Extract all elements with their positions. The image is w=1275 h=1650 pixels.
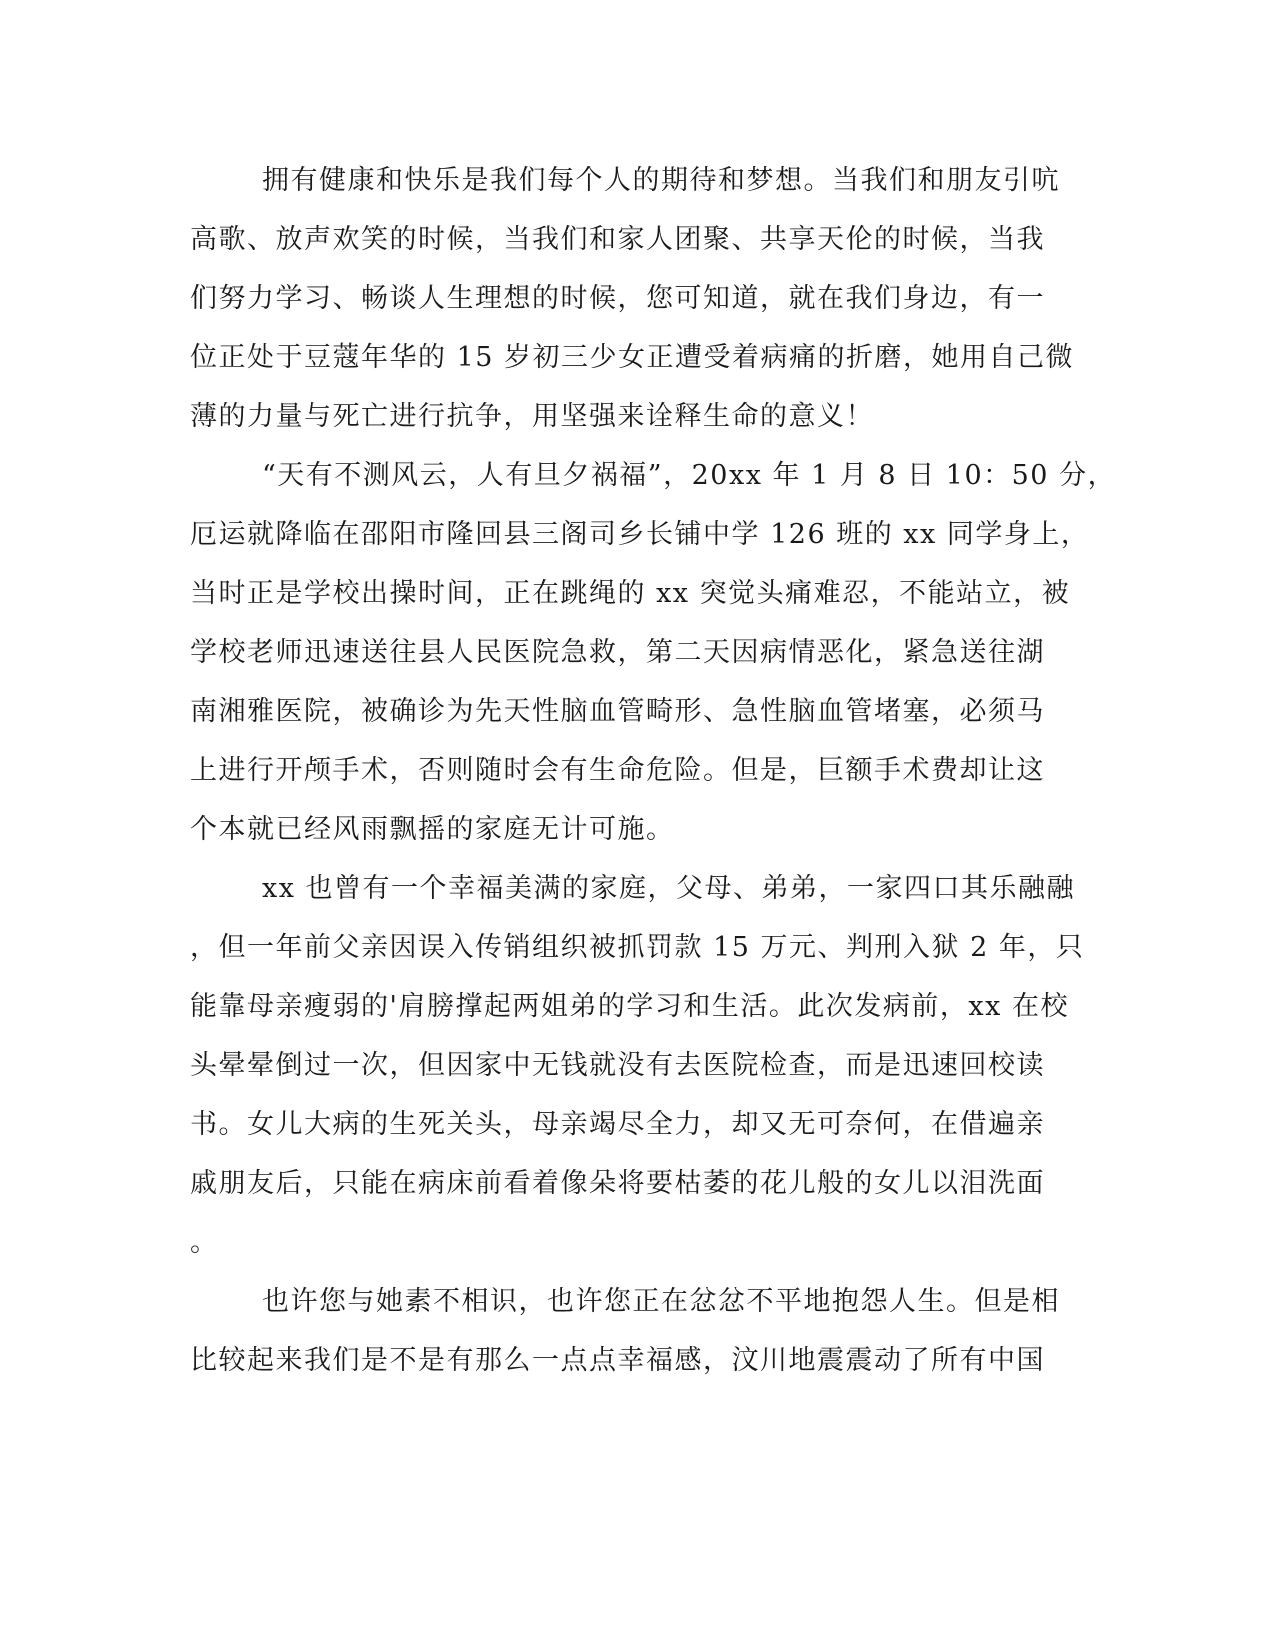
paragraph-2-line-1: “天有不测风云，人有旦夕祸福”，20xx 年 1 月 8 日 10：50 分， (262, 460, 1117, 491)
paragraph-4-line-1: 也许您与她素不相识，也许您正在忿忿不平地抱怨人生。但是相 (262, 1286, 1060, 1317)
paragraph-1-line-5: 薄的力量与死亡进行抗争，用坚强来诠释生命的意义！ (190, 401, 874, 432)
paragraph-2-line-6: 上进行开颅手术，否则随时会有生命危险。但是，巨额手术费却让这 (190, 755, 1045, 786)
paragraph-3-line-1: xx 也曾有一个幸福美满的家庭，父母、弟弟，一家四口其乐融融 (262, 873, 1076, 904)
paragraph-2-line-7: 个本就已经风雨飘摇的家庭无计可施。 (190, 814, 675, 845)
paragraph-3-line-4: 头晕晕倒过一次，但因家中无钱就没有去医院检查，而是迅速回校读 (190, 1050, 1045, 1081)
paragraph-3-line-2: ，但一年前父亲因误入传销组织被抓罚款 15 万元、判刑入狱 2 年，只 (190, 932, 1085, 963)
paragraph-2-line-4: 学校老师迅速送往县人民医院急救，第二天因病情恶化，紧急送往湖 (190, 637, 1045, 668)
paragraph-2-line-5: 南湘雅医院，被确诊为先天性脑血管畸形、急性脑血管堵塞，必须马 (190, 696, 1045, 727)
paragraph-1-line-1: 拥有健康和快乐是我们每个人的期待和梦想。当我们和朋友引吭 (262, 165, 1060, 196)
paragraph-2-line-2: 厄运就降临在邵阳市隆回县三阁司乡长铺中学 126 班的 xx 同学身上， (190, 519, 1090, 550)
paragraph-1-line-3: 们努力学习、畅谈人生理想的时候，您可知道，就在我们身边，有一 (190, 283, 1045, 314)
paragraph-3-line-5: 书。女儿大病的生死关头，母亲竭尽全力，却又无可奈何，在借遍亲 (190, 1109, 1045, 1140)
paragraph-1-line-4: 位正处于豆蔻年华的 15 岁初三少女正遭受着病痛的折磨，她用自己微 (190, 342, 1075, 373)
paragraph-3-line-6: 戚朋友后，只能在病床前看着像朵将要枯萎的花儿般的女儿以泪洗面 (190, 1168, 1045, 1199)
paragraph-3-line-7: 。 (190, 1227, 219, 1258)
paragraph-4-line-2: 比较起来我们是不是有那么一点点幸福感，汶川地震震动了所有中国 (190, 1345, 1045, 1376)
paragraph-2-line-3: 当时正是学校出操时间，正在跳绳的 xx 突觉头痛难忍，不能站立，被 (190, 578, 1071, 609)
paragraph-3-line-3: 能靠母亲瘦弱的'肩膀撑起两姐弟的学习和生活。此次发病前，xx 在校 (190, 991, 1069, 1022)
paragraph-1-line-2: 高歌、放声欢笑的时候，当我们和家人团聚、共享天伦的时候，当我 (190, 224, 1045, 255)
